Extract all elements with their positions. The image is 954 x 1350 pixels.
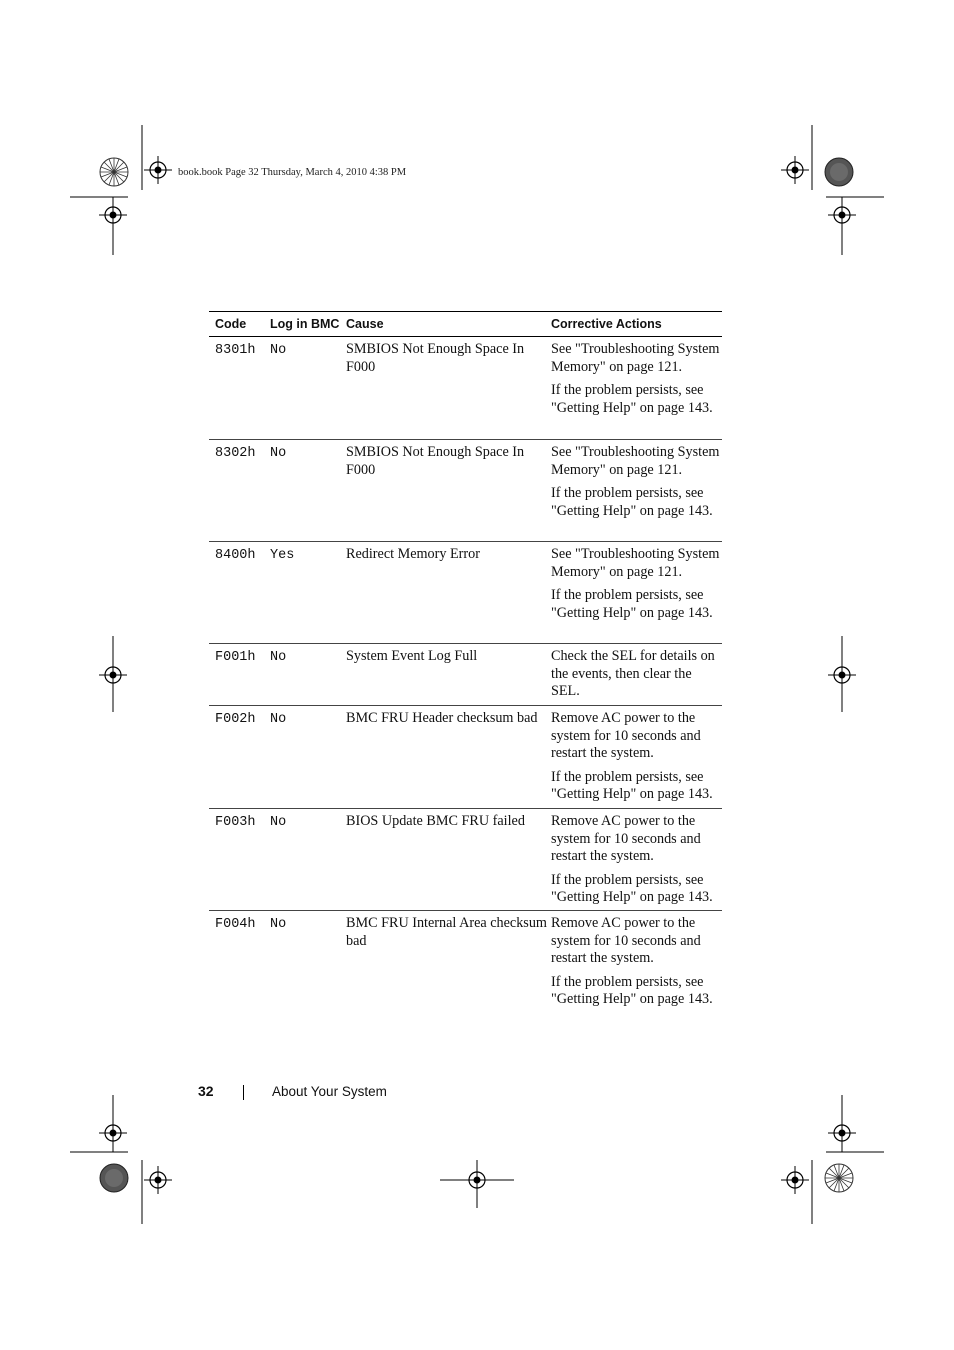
- table-header-row: [209, 311, 722, 337]
- error-code: F001h: [215, 650, 256, 665]
- corrective-action-paragraph: See "Troubleshooting System Memory" on page 121.: [551, 341, 720, 375]
- corrective-action-paragraph: Remove AC power to the system for 10 seconds and restart the system.: [551, 710, 701, 762]
- cause: BMC FRU Internal Area checksum bad: [346, 915, 547, 949]
- corrective-action-paragraph: See "Troubleshooting System Memory" on page 121.: [551, 546, 720, 580]
- table-row: [209, 809, 722, 911]
- table-row: [209, 440, 722, 542]
- log-in-bmc: Yes: [270, 548, 295, 563]
- corrective-actions: [550, 911, 722, 1013]
- corrective-action-paragraph: If the problem persists, see "Getting Help" on page 143.: [551, 485, 713, 519]
- cause: Redirect Memory Error: [346, 546, 480, 562]
- corrective-actions: [550, 706, 722, 808]
- cause: BIOS Update BMC FRU failed: [346, 813, 525, 829]
- table-row: [209, 911, 722, 1013]
- corrective-action-paragraph: If the problem persists, see "Getting Help" on page 143.: [551, 587, 713, 621]
- corrective-action-paragraph: If the problem persists, see "Getting Help" on page 143.: [551, 973, 713, 1008]
- log-in-bmc: No: [270, 815, 287, 830]
- corrective-actions: [550, 644, 722, 705]
- error-code: 8400h: [215, 548, 256, 563]
- error-code: 8301h: [215, 343, 256, 358]
- footer-divider: [243, 1085, 244, 1100]
- header-corrective-actions: Corrective Actions: [551, 317, 662, 331]
- corrective-action-paragraph: If the problem persists, see "Getting Help" on page 143.: [551, 382, 713, 416]
- corrective-action-paragraph: Remove AC power to the system for 10 seconds and restart the system.: [551, 915, 701, 967]
- header-log-in-bmc: Log in BMC: [270, 317, 340, 331]
- table-row: [209, 644, 722, 706]
- table-row: [209, 542, 722, 644]
- corrective-action-paragraph: See "Troubleshooting System Memory" on page 121.: [551, 444, 720, 478]
- error-code: 8302h: [215, 446, 256, 461]
- cause: System Event Log Full: [346, 648, 478, 664]
- table-row: [209, 337, 722, 440]
- log-in-bmc: No: [270, 712, 287, 727]
- table-body: [209, 337, 722, 1013]
- print-stamp: book.book Page 32 Thursday, March 4, 2010 4:38 PM: [178, 167, 407, 178]
- corrective-actions: [550, 809, 722, 910]
- log-in-bmc: No: [270, 650, 287, 665]
- page-number: 32: [198, 1083, 214, 1099]
- header-cause: Cause: [346, 317, 384, 331]
- corrective-action-paragraph: Remove AC power to the system for 10 seconds and restart the system.: [551, 813, 701, 865]
- log-in-bmc: No: [270, 917, 287, 932]
- cause: SMBIOS Not Enough Space In F000: [346, 444, 525, 478]
- error-code: F003h: [215, 815, 256, 830]
- log-in-bmc: No: [270, 343, 287, 358]
- table-row: [209, 706, 722, 809]
- footer-section-title: About Your System: [272, 1084, 387, 1099]
- log-in-bmc: No: [270, 446, 287, 461]
- corrective-actions: [550, 440, 722, 541]
- corrective-actions: [550, 542, 722, 643]
- corrective-actions: [550, 337, 722, 439]
- header-code: Code: [215, 317, 247, 331]
- corrective-action-paragraph: If the problem persists, see "Getting Help" on page 143.: [551, 768, 713, 803]
- error-code: F002h: [215, 712, 256, 727]
- corrective-action-paragraph: Check the SEL for details on the events, then clear the SEL.: [551, 648, 715, 700]
- error-code-table: [209, 311, 722, 1013]
- corrective-action-paragraph: If the problem persists, see "Getting Help" on page 143.: [551, 871, 713, 906]
- cause: SMBIOS Not Enough Space In F000: [346, 341, 525, 375]
- error-code: F004h: [215, 917, 256, 932]
- cause: BMC FRU Header checksum bad: [346, 710, 538, 726]
